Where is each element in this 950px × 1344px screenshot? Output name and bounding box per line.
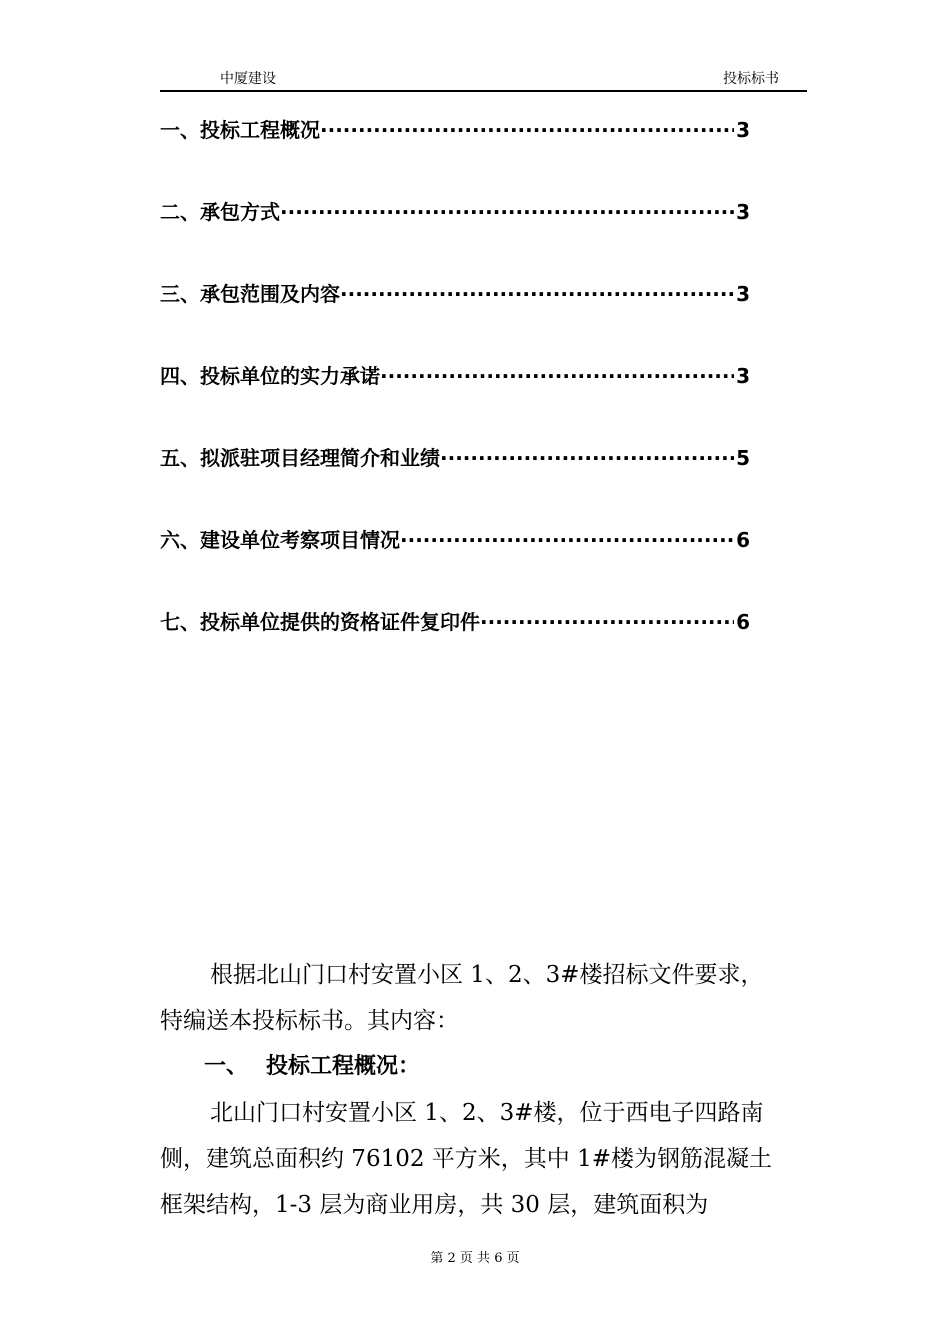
toc-item[interactable] — [160, 196, 750, 278]
toc-item[interactable] — [160, 442, 750, 524]
toc-item[interactable] — [160, 524, 750, 606]
toc-leader-dots — [380, 364, 734, 388]
section-number: 一、 — [204, 1054, 249, 1079]
table-of-contents — [160, 114, 750, 688]
toc-item-page: 3 — [736, 364, 750, 388]
toc-leader-dots — [480, 610, 734, 634]
toc-item-page: 6 — [736, 610, 750, 634]
toc-item-page: 3 — [736, 118, 750, 142]
toc-item[interactable] — [160, 606, 750, 688]
toc-item-title: 三、承包范围及内容 — [160, 282, 340, 306]
paragraph-line: 框架结构，1-3 层为商业用房，共 30 层，建筑面积为 — [160, 1192, 709, 1218]
header-doc-type: 投标标书 — [723, 71, 779, 87]
toc-item-page: 5 — [736, 446, 750, 470]
document-body — [160, 952, 805, 1228]
toc-leader-dots — [280, 200, 734, 224]
toc-item-title: 四、投标单位的实力承诺 — [160, 364, 380, 388]
toc-item-title: 六、建设单位考察项目情况 — [160, 528, 400, 552]
intro-line: 特编送本投标标书。其内容： — [160, 1008, 459, 1034]
intro-line: 根据北山门口村安置小区 1、2、3#楼招标文件要求， — [210, 962, 764, 988]
paragraph-line: 北山门口村安置小区 1、2、3#楼，位于西电子四路南 — [210, 1100, 764, 1126]
toc-leader-dots — [320, 118, 734, 142]
toc-item-title: 一、投标工程概况 — [160, 118, 320, 142]
toc-item-page: 6 — [736, 528, 750, 552]
toc-leader-dots — [340, 282, 734, 306]
toc-leader-dots — [400, 528, 734, 552]
toc-item-page: 3 — [736, 282, 750, 306]
page-header — [160, 66, 807, 92]
toc-item[interactable] — [160, 278, 750, 360]
toc-item-title: 七、投标单位提供的资格证件复印件 — [160, 610, 480, 634]
header-company: 中厦建设 — [220, 71, 276, 87]
toc-item[interactable] — [160, 114, 750, 196]
page-footer: 第 2 页 共 6 页 — [430, 1251, 520, 1266]
section-title: 投标工程概况： — [266, 1054, 421, 1079]
toc-item[interactable] — [160, 360, 750, 442]
toc-item-title: 五、拟派驻项目经理简介和业绩 — [160, 446, 440, 470]
toc-item-page: 3 — [736, 200, 750, 224]
toc-item-title: 二、承包方式 — [160, 200, 280, 224]
paragraph-line: 侧，建筑总面积约 76102 平方米，其中 1#楼为钢筋混凝土 — [160, 1146, 773, 1172]
section-heading — [160, 1044, 805, 1090]
toc-leader-dots — [440, 446, 734, 470]
